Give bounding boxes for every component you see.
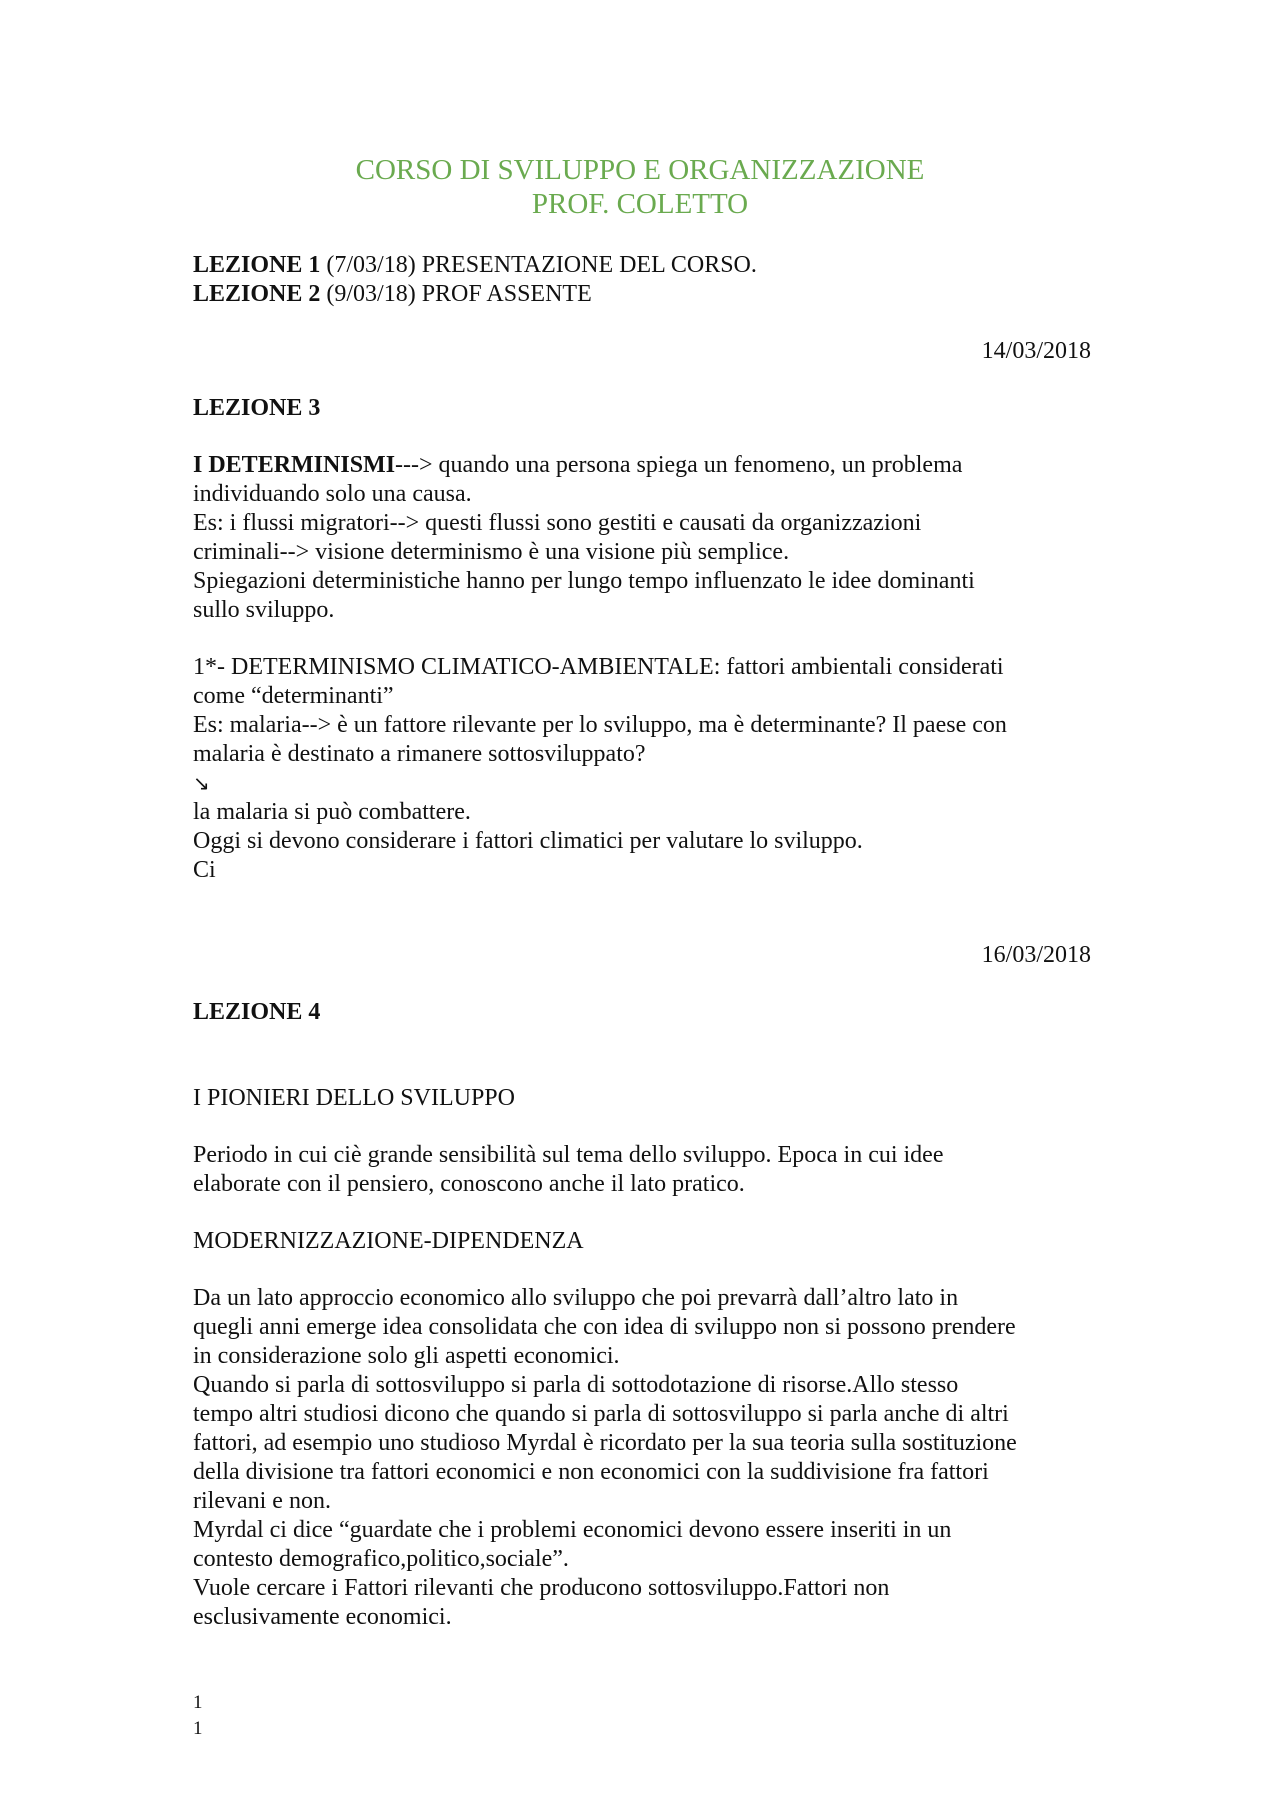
lesson-2-label: LEZIONE 2 [193, 281, 321, 307]
determinismi-line-2: individuando solo una causa. [193, 481, 472, 507]
down-right-arrow-icon: ↘ [193, 771, 210, 795]
approccio-paragraph [193, 1284, 1091, 1632]
paragraph-line: Myrdal ci dice “guardate che i problemi economici devono essere inseriti in un [193, 1517, 952, 1543]
climatic-line-2: come “determinanti” [193, 683, 394, 709]
lesson-1-line [193, 251, 1091, 280]
example-line-1: Es: i flussi migratori--> questi flussi sono gestiti e causati da organizzazioni [193, 510, 922, 536]
spiegazioni-line-1: Spiegazioni deterministiche hanno per lungo tempo influenzato le idee dominanti [193, 568, 975, 594]
lesson-2-line [193, 280, 1091, 309]
paragraph-line: tempo altri studiosi dicono che quando si parla di sottosviluppo si parla anche di altri [193, 1401, 1009, 1427]
example-line-2: criminali--> visione determinismo è una visione più semplice. [193, 539, 790, 565]
paragraph-line: Vuole cercare i Fattori rilevanti che producono sottosviluppo.Fattori non [193, 1575, 890, 1601]
lesson-3-heading: LEZIONE 3 [193, 395, 321, 421]
modernizzazione-heading: MODERNIZZAZIONE-DIPENDENZA [193, 1228, 584, 1254]
page-number: 1 [193, 1718, 203, 1739]
page-number: 1 [193, 1692, 203, 1713]
lesson-4-date: 16/03/2018 [981, 942, 1091, 968]
paragraph-line: contesto demografico,politico,sociale”. [193, 1546, 569, 1572]
malaria-combat-line: la malaria si può combattere. [193, 799, 471, 825]
spiegazioni-line-2: sullo sviluppo. [193, 597, 335, 623]
lesson-3-text [193, 451, 1091, 625]
climatic-line-1: 1*- DETERMINISMO CLIMATICO-AMBIENTALE: fattori ambientali considerati [193, 654, 1004, 680]
paragraph-line: in considerazione solo gli aspetti economici. [193, 1343, 620, 1369]
lesson-3-date: 14/03/2018 [981, 338, 1091, 364]
paragraph-line: Quando si parla di sottosviluppo si parla di sottodotazione di risorse.Allo stesso [193, 1372, 959, 1398]
periodo-line-1: Periodo in cui ciè grande sensibilità sul tema dello sviluppo. Epoca in cui idee [193, 1142, 944, 1168]
paragraph-line: esclusivamente economici. [193, 1604, 452, 1630]
oggi-line: Oggi si devono considerare i fattori climatici per valutare lo sviluppo. [193, 828, 863, 854]
malaria-line-1: Es: malaria--> è un fattore rilevante per lo sviluppo, ma è determinante? Il paese con [193, 712, 1007, 738]
determinismi-line-1 [193, 451, 1091, 480]
lesson-2-text: (9/03/18) PROF ASSENTE [320, 281, 592, 307]
periodo-line-2: elaborate con il pensiero, conoscono anche il lato pratico. [193, 1171, 745, 1197]
periodo-paragraph [193, 1141, 1091, 1199]
lesson-4-heading: LEZIONE 4 [193, 999, 321, 1025]
determinismi-label: I DETERMINISMI [193, 452, 396, 478]
paragraph-line: quegli anni emerge idea consolidata che con idea di sviluppo non si possono prendere [193, 1314, 1016, 1340]
intro-block [193, 251, 1091, 309]
paragraph-line: Da un lato approccio economico allo sviluppo che poi prevarrà dall’altro lato in [193, 1285, 959, 1311]
course-title: CORSO DI SVILUPPO E ORGANIZZAZIONE [355, 154, 925, 186]
lesson-1-text: (7/03/18) PRESENTAZIONE DEL CORSO. [320, 252, 757, 278]
lesson-1-label: LEZIONE 1 [193, 252, 321, 278]
paragraph-line: fattori, ad esempio uno studioso Myrdal è ricordato per la sua teoria sulla sostituzione [193, 1430, 1017, 1456]
climatic-section [193, 653, 1091, 885]
ci-line: Ci [193, 857, 216, 883]
determinismi-text: ---> quando una persona spiega un fenomeno, un problema [395, 452, 963, 478]
pionieri-heading: I PIONIERI DELLO SVILUPPO [193, 1085, 515, 1111]
paragraph-line: della divisione tra fattori economici e non economici con la suddivisione fra fattori [193, 1459, 989, 1485]
paragraph-line: rilevani e non. [193, 1488, 331, 1514]
malaria-line-2: malaria è destinato a rimanere sottosviluppato? [193, 741, 646, 767]
professor-title: PROF. COLETTO [531, 188, 749, 220]
